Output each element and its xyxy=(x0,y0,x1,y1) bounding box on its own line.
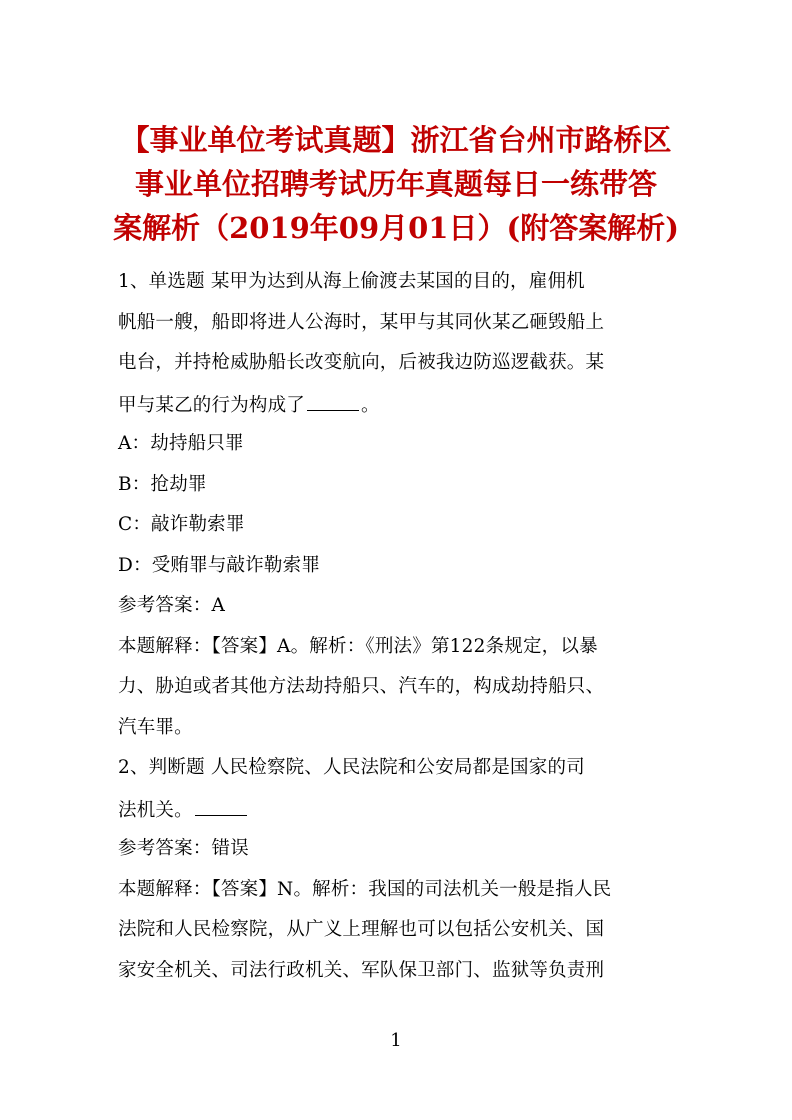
question-1-explanation-line-2: 力、胁迫或者其他方法劫持船只、汽车的，构成劫持船只、 xyxy=(118,676,605,697)
question-1-line-4 xyxy=(118,384,674,425)
question-2-line-2-text: 法机关。 xyxy=(118,799,193,821)
question-2-explanation-line-1: 本题解释：【答案】N。解析：我国的司法机关一般是指人民 xyxy=(118,878,612,900)
question-2-answer: 参考答案：错误 xyxy=(118,838,249,859)
question-1-line-3: 电台，并持枪威胁船长改变航向，后被我边防巡逻截获。某 xyxy=(118,352,605,373)
question-2-explanation-line-3: 家安全机关、司法行政机关、军队保卫部门、监狱等负责刑 xyxy=(118,959,605,981)
option-d: D：受贿罪与敲诈勒索罪 xyxy=(118,554,321,576)
question-2-line-1: 2、判断题 人民检察院、人民法院和公安局都是国家的司 xyxy=(118,757,585,778)
question-1-explanation-line-1: 本题解释：【答案】A。解析：《刑法》第122条规定，以暴 xyxy=(118,635,598,657)
question-1-line-1: 1、单选题 某甲为达到从海上偷渡去某国的目的，雇佣机 xyxy=(118,271,585,292)
question-1-answer: 参考答案：A xyxy=(118,595,226,616)
answer-blank xyxy=(195,789,247,816)
question-1-explanation-line-3: 汽车罪。 xyxy=(118,716,193,738)
title-line-2: 事业单位招聘考试历年真题每日一练带答 xyxy=(134,167,657,201)
title-line-3: 案解析（2019年09月01日）(附答案解析) xyxy=(113,211,679,245)
question-1-line-2: 帆船一艘，船即将进人公海时，某甲与其同伙某乙砸毁船上 xyxy=(118,311,605,333)
option-b: B：抢劫罪 xyxy=(118,473,207,495)
question-1-line-4-end: 。 xyxy=(361,394,380,416)
option-c: C：敲诈勒索罪 xyxy=(118,514,245,535)
option-a: A：劫持船只罪 xyxy=(118,433,244,454)
title-line-1: 【事业单位考试真题】浙江省台州市路桥区 xyxy=(120,123,672,157)
question-2-explanation-line-2: 法院和人民检察院，从广义上理解也可以包括公安机关、国 xyxy=(118,919,605,940)
document-body xyxy=(118,262,674,991)
answer-blank xyxy=(307,384,359,411)
question-1-line-4-text: 甲与某乙的行为构成了 xyxy=(118,394,306,416)
document-title xyxy=(100,118,692,250)
question-2-line-2 xyxy=(118,789,674,830)
page-number: 1 xyxy=(390,1030,402,1051)
